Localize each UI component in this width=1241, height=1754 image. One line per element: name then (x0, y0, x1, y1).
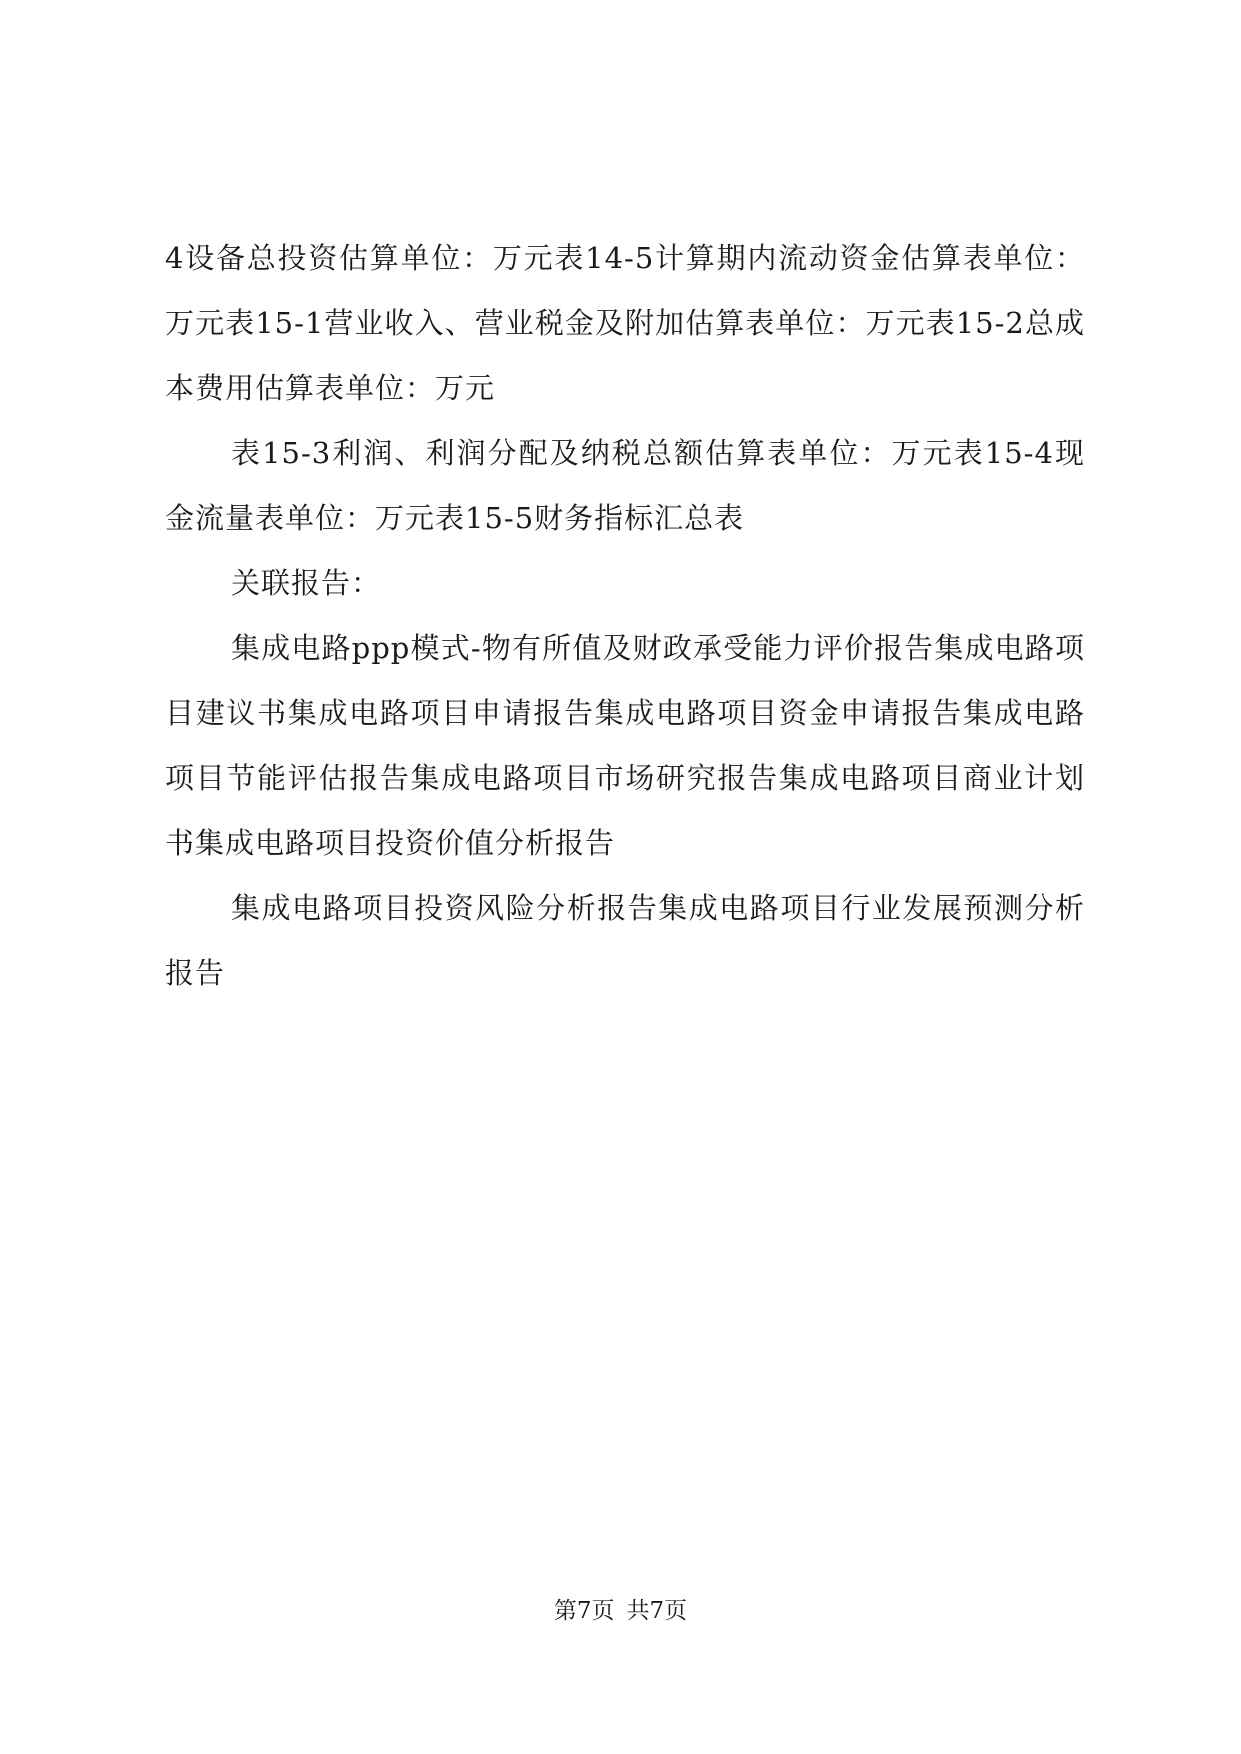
related-reports-list-continued: 集成电路项目投资风险分析报告集成电路项目行业发展预测分析报告 (165, 891, 1085, 990)
body-text (165, 226, 1085, 1006)
page-number-total: 共7页 (626, 1598, 688, 1624)
page-number-current: 第7页 (553, 1598, 615, 1624)
paragraph-table-list: 4设备总投资估算单位：万元表14-5计算期内流动资金估算表单位：万元表15-1营业收入、营业税金及附加估算表单位：万元表15-2总成本费用估算表单位：万元 (165, 241, 1085, 405)
related-reports-list: 集成电路ppp模式-物有所值及财政承受能力评价报告集成电路项目建议书集成电路项目申请报告集成电路项目资金申请报告集成电路项目节能评估报告集成电路项目市场研究报告集成电路项目商业计划书集成电路项目投资价值分析报告 (165, 631, 1085, 860)
related-reports-heading: 关联报告： (231, 566, 382, 600)
paragraph-table-list-continued: 表15-3利润、利润分配及纳税总额估算表单位：万元表15-4现金流量表单位：万元表15-5财务指标汇总表 (165, 436, 1085, 535)
page-footer (0, 1596, 1241, 1626)
